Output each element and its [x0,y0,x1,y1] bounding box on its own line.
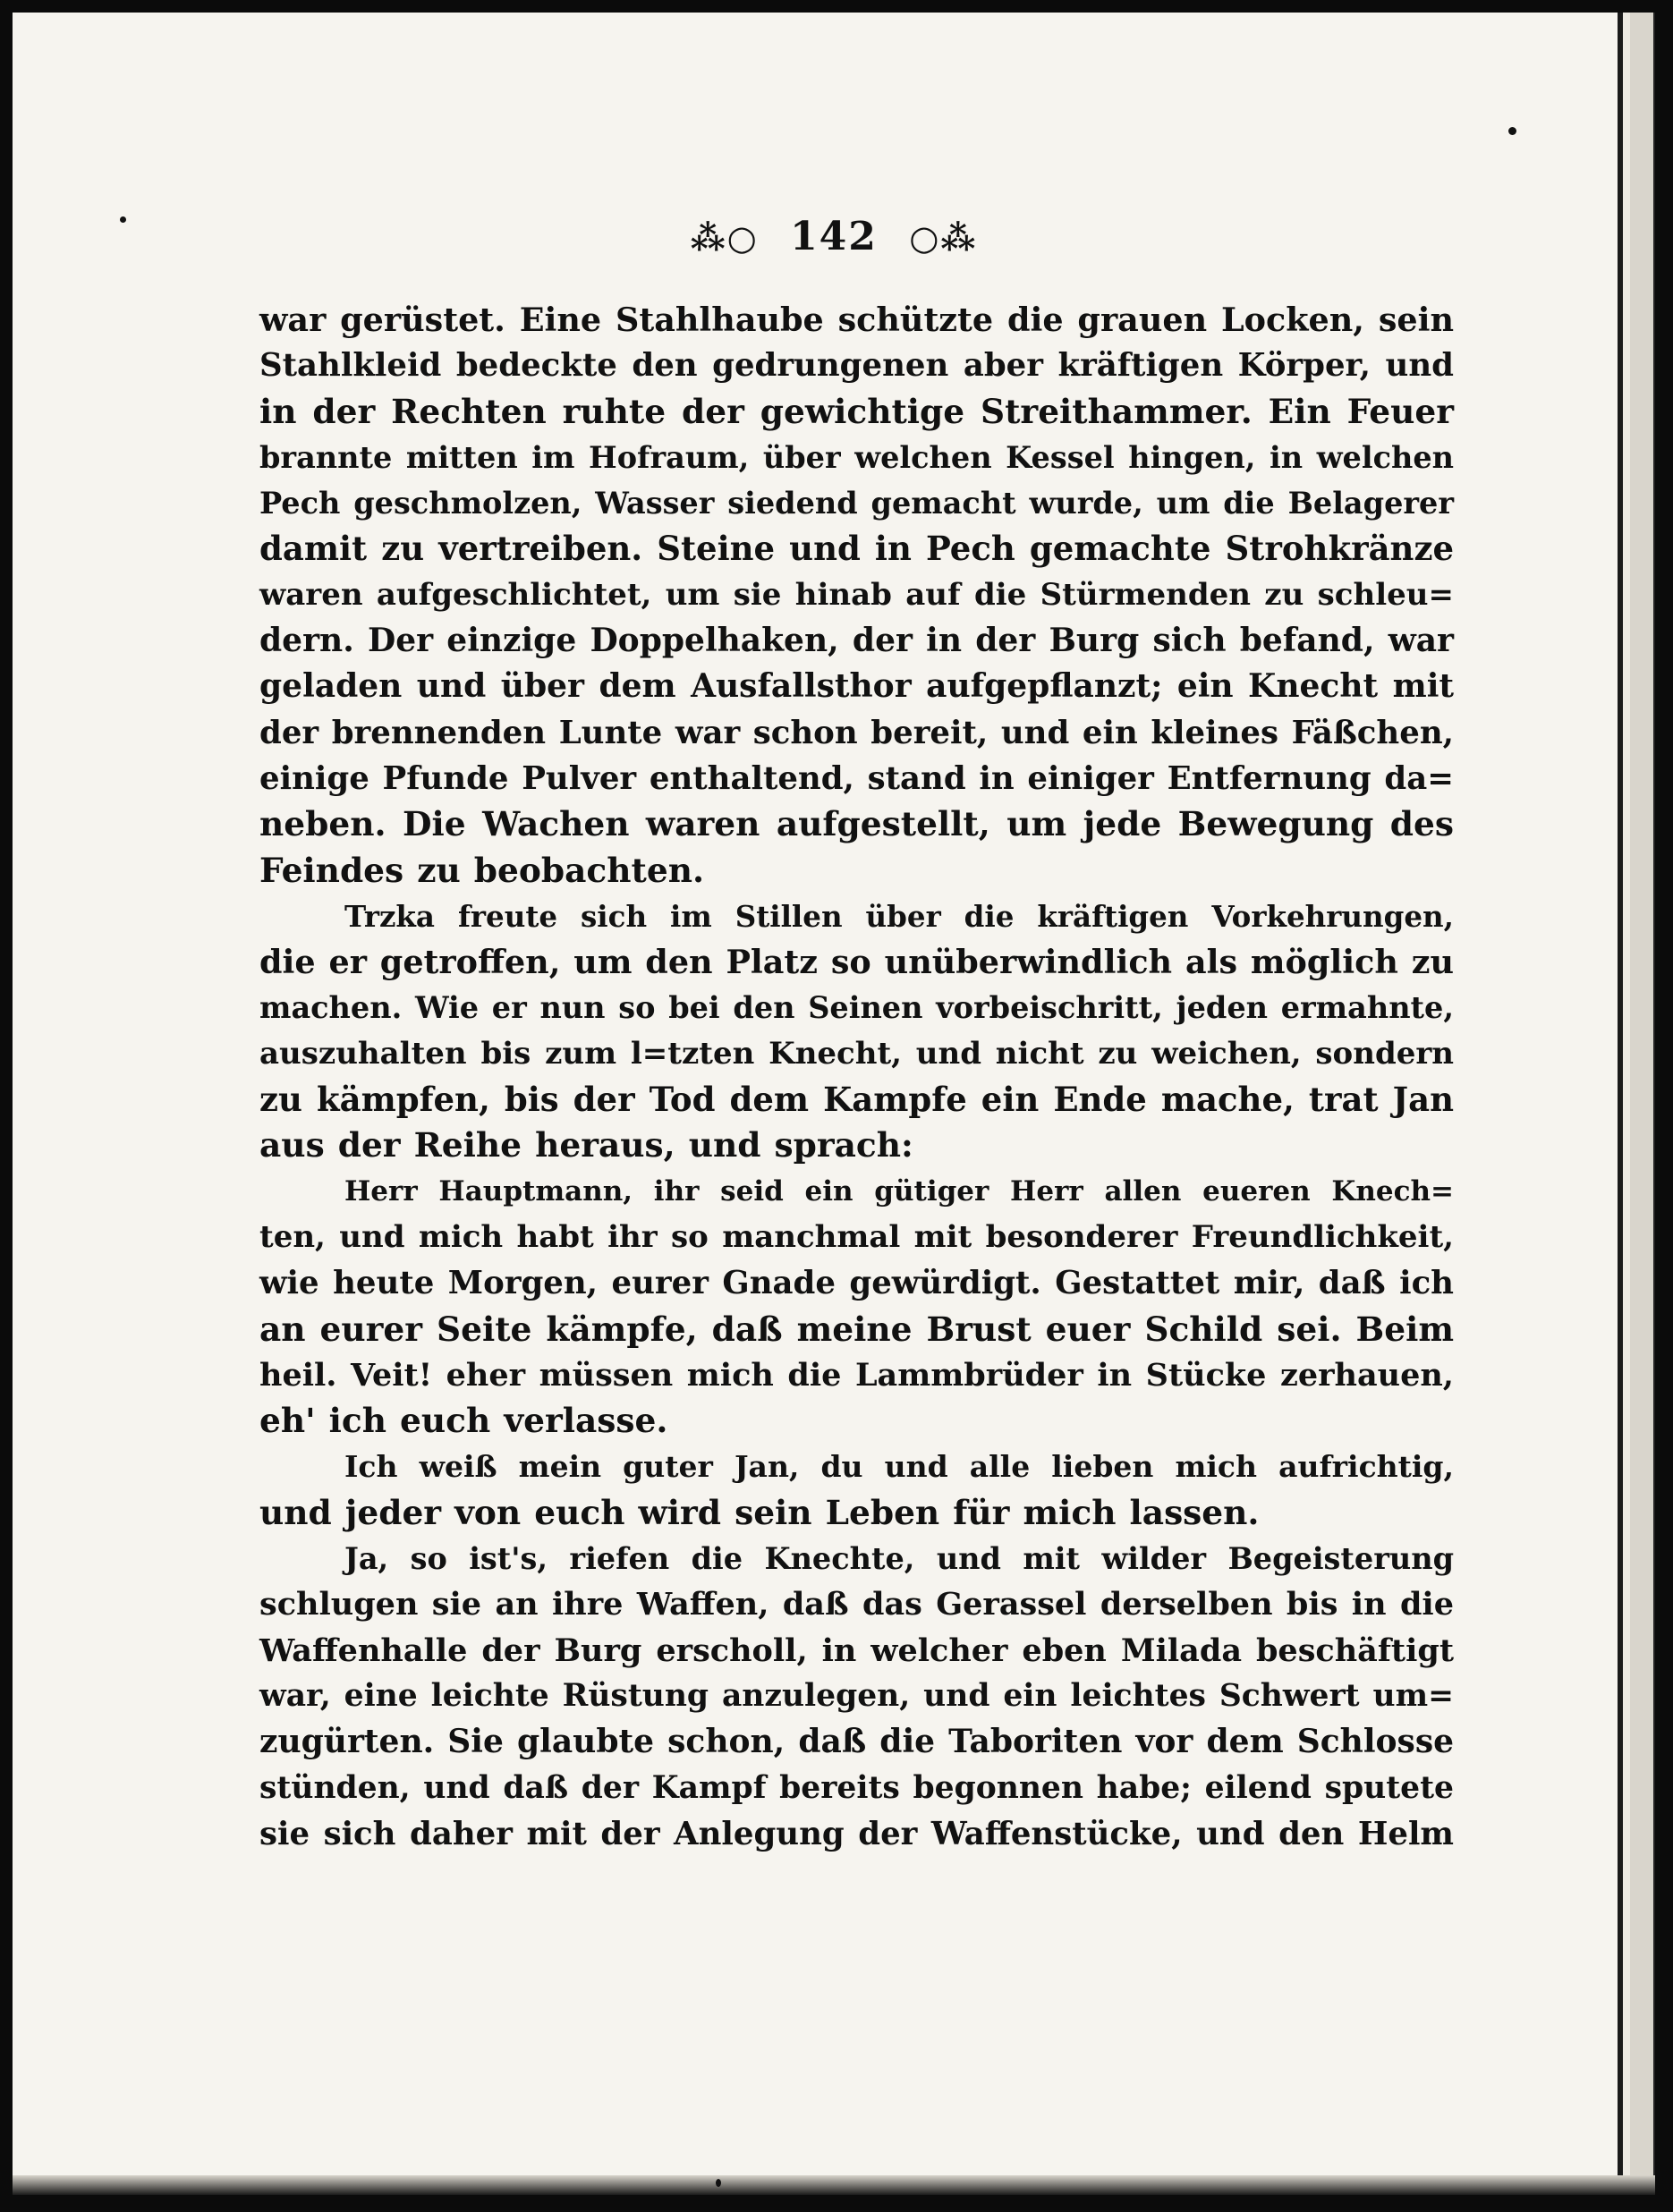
page-number: 142 [790,214,878,259]
text-line: Ja, so ist's, riefen die Knechte, und mit wilder Begeisterung [344,1541,1454,1577]
page-edge-right [1618,13,1655,2195]
text-line: zu kämpfen, bis der Tod dem Kampfe ein Ende mache, trat Jan [259,1080,1454,1120]
text-line: dern. Der einzige Doppelhaken, der in der Burg sich befand, war [259,622,1454,660]
ornament-right-icon: ○⁂ [909,217,978,258]
text-line: stünden, und daß der Kampf bereits begonnen habe; eilend sputete [259,1769,1454,1806]
text-line: aus der Reihe heraus, und sprach: [259,1125,913,1165]
text-line: Trzka freute sich im Stillen über die kräftigen Vorkehrungen, [344,898,1454,934]
text-line: Herr Hauptmann, ihr seid ein gütiger Herr allen eueren Knech= [344,1174,1454,1208]
ornament-left-icon: ⁂○ [690,217,759,258]
text-line: in der Rechten ruhte der gewichtige Streithammer. Ein Feuer [259,391,1454,431]
text-line: einige Pfunde Pulver enthaltend, stand in einiger Entfernung da= [259,759,1454,797]
text-line: Pech geschmolzen, Wasser siedend gemacht wurde, um die Belagerer [259,486,1454,521]
text-line: machen. Wie er nun so bei den Seinen vorbeischritt, jeden ermahnte, [259,990,1454,1026]
text-line: und jeder von euch wird sein Leben für mich lassen. [259,1492,1260,1532]
text-line: heil. Veit! eher müssen mich die Lammbrüder in Stücke zerhauen, [259,1356,1454,1394]
text-line: wie heute Morgen, eurer Gnade gewürdigt. Gestattet mir, daß ich [259,1265,1454,1302]
text-line: waren aufgeschlichtet, um sie hinab auf die Stürmenden zu schleu= [259,576,1454,613]
text-line: sie sich daher mit der Anlegung der Waffenstücke, und den Helm [259,1815,1454,1852]
text-line: der brennenden Lunte war schon bereit, und ein kleines Fäßchen, [259,714,1454,751]
text-line: neben. Die Wachen waren aufgestellt, um jede Bewegung des [259,804,1454,844]
ink-speck [716,2179,721,2187]
text-line: Ich weiß mein guter Jan, du und alle lieben mich aufrichtig, [344,1449,1454,1485]
text-line: schlugen sie an ihre Waffen, daß das Gerassel derselben bis in die [259,1586,1454,1623]
text-line: auszuhalten bis zum l=tzten Knecht, und nicht zu weichen, sondern [259,1035,1454,1072]
text-line: zugürten. Sie glaubte schon, daß die Taboriten vor dem Schlosse [259,1723,1454,1761]
text-line: die er getroffen, um den Platz so unüberwindlich als möglich zu [259,943,1454,982]
text-line: war, eine leichte Rüstung anzulegen, und ein leichtes Schwert um= [259,1677,1454,1714]
book-page [13,13,1655,2195]
ink-speck [1508,127,1516,135]
page-header [13,214,1655,259]
text-line: damit zu vertreiben. Steine und in Pech gemachte Strohkränze [259,529,1454,569]
text-line: ten, und mich habt ihr so manchmal mit besonderer Freundlichkeit, [259,1218,1454,1255]
text-line: war gerüstet. Eine Stahlhaube schützte die grauen Locken, sein [259,301,1454,339]
text-line: eh' ich euch verlasse. [259,1401,668,1441]
text-line: an eurer Seite kämpfe, daß meine Brust euer Schild sei. Beim [259,1309,1454,1349]
body-text [259,297,1454,1857]
page-edge-bottom [13,2175,1655,2195]
text-line: Stahlkleid bedeckte den gedrungenen aber kräftigen Körper, und [259,347,1454,385]
text-line: geladen und über dem Ausfallsthor aufgepflanzt; ein Knecht mit [259,667,1454,706]
text-line: Waffenhalle der Burg erscholl, in welcher eben Milada beschäftigt [259,1631,1454,1669]
text-line: Feindes zu beobachten. [259,850,705,890]
text-line: brannte mitten im Hofraum, über welchen Kessel hingen, in welchen [259,439,1454,475]
